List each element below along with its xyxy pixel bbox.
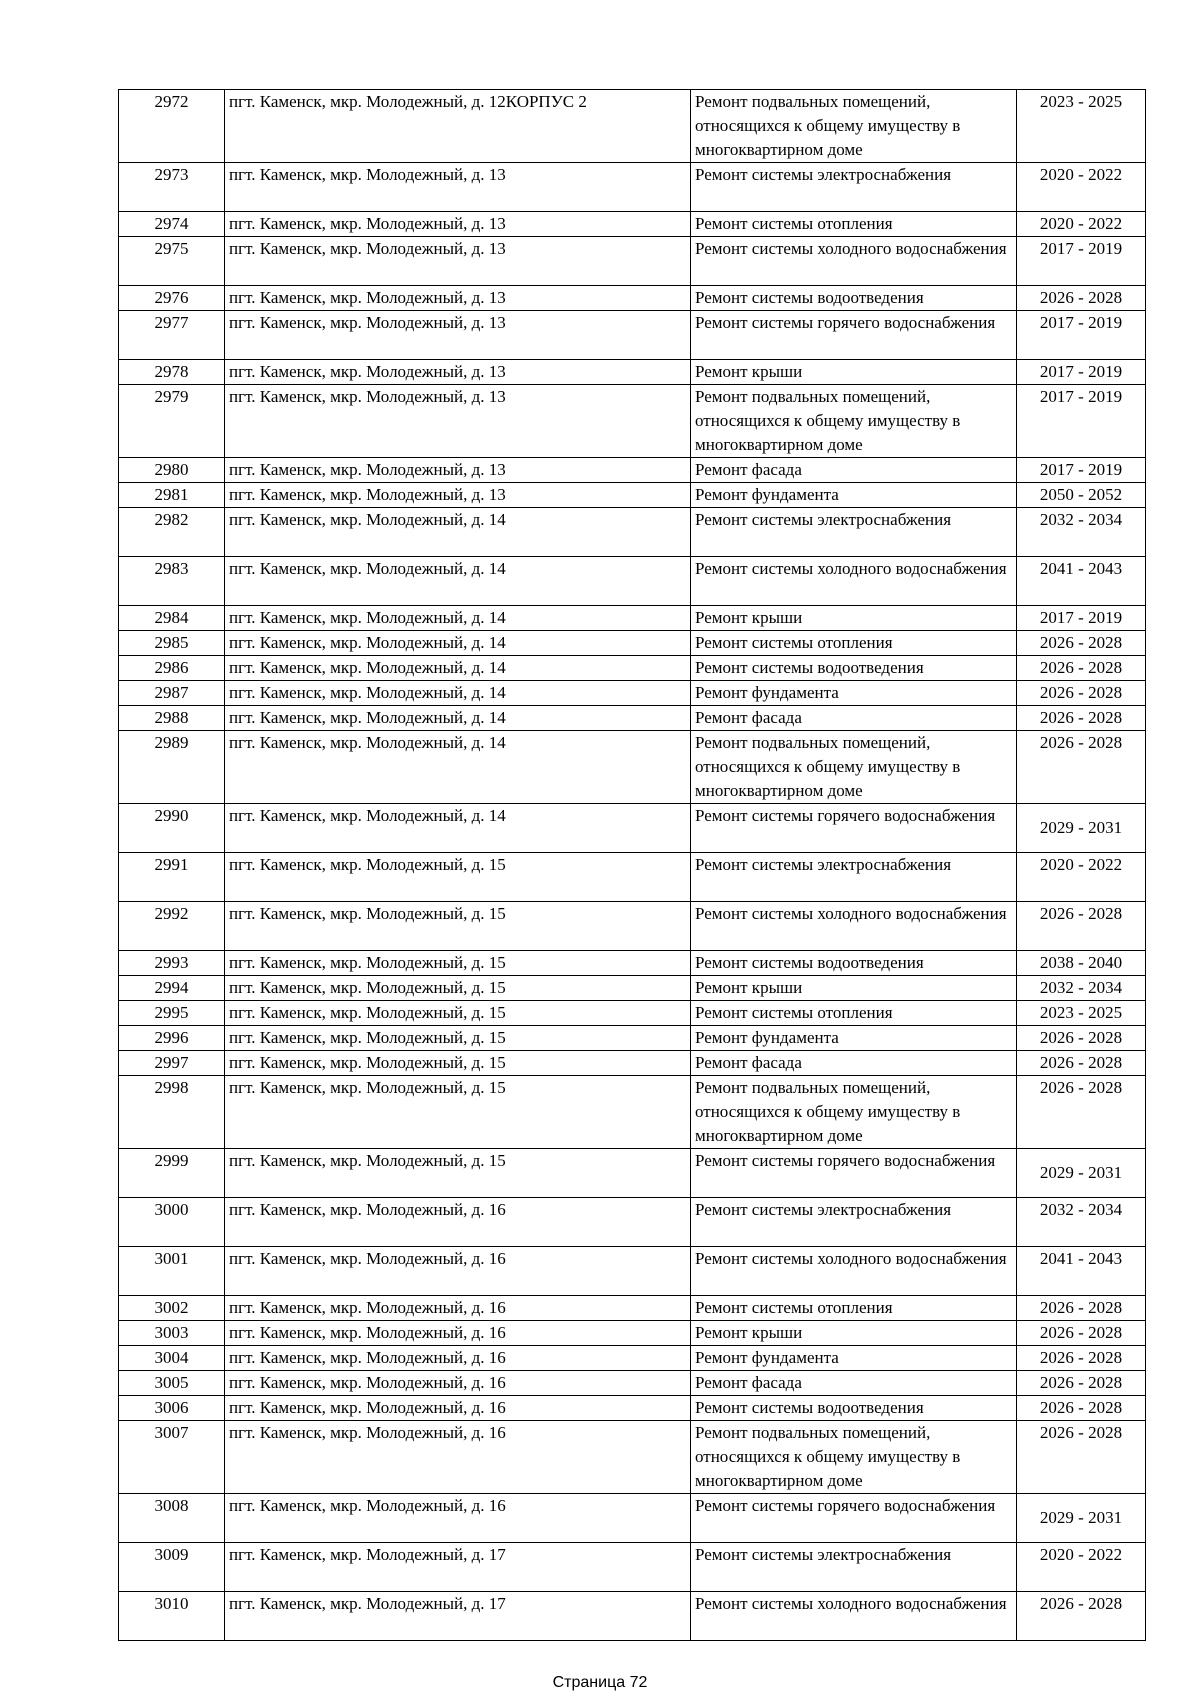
row-number-cell: 2972 <box>119 90 225 163</box>
table-row <box>119 902 1146 951</box>
table-row <box>119 1247 1146 1296</box>
table-row <box>119 483 1146 508</box>
row-number-cell: 3000 <box>119 1198 225 1247</box>
address-cell: пгт. Каменск, мкр. Молодежный, д. 13 <box>225 360 691 385</box>
period-cell: 2020 - 2022 <box>1017 853 1146 902</box>
period-cell: 2038 - 2040 <box>1017 951 1146 976</box>
address-cell: пгт. Каменск, мкр. Молодежный, д. 12КОРПУС 2 <box>225 90 691 163</box>
address-cell: пгт. Каменск, мкр. Молодежный, д. 16 <box>225 1421 691 1494</box>
table-row <box>119 1296 1146 1321</box>
period-cell: 2020 - 2022 <box>1017 163 1146 212</box>
address-cell: пгт. Каменск, мкр. Молодежный, д. 13 <box>225 286 691 311</box>
period-cell: 2020 - 2022 <box>1017 212 1146 237</box>
work-type-cell: Ремонт фундамента <box>691 1026 1017 1051</box>
row-number-cell: 2995 <box>119 1001 225 1026</box>
row-number-cell: 2987 <box>119 681 225 706</box>
work-type-cell: Ремонт системы холодного водоснабжения <box>691 557 1017 606</box>
period-cell: 2032 - 2034 <box>1017 508 1146 557</box>
work-type-cell: Ремонт системы электроснабжения <box>691 1198 1017 1247</box>
table-row <box>119 731 1146 804</box>
row-number-cell: 2992 <box>119 902 225 951</box>
address-cell: пгт. Каменск, мкр. Молодежный, д. 14 <box>225 508 691 557</box>
capital-repair-table <box>118 89 1146 1641</box>
period-cell: 2026 - 2028 <box>1017 706 1146 731</box>
address-cell: пгт. Каменск, мкр. Молодежный, д. 14 <box>225 681 691 706</box>
row-number-cell: 2975 <box>119 237 225 286</box>
row-number-cell: 3008 <box>119 1494 225 1543</box>
table-row <box>119 385 1146 458</box>
period-cell: 2017 - 2019 <box>1017 311 1146 360</box>
table-row <box>119 1198 1146 1247</box>
address-cell: пгт. Каменск, мкр. Молодежный, д. 13 <box>225 311 691 360</box>
address-cell: пгт. Каменск, мкр. Молодежный, д. 14 <box>225 557 691 606</box>
row-number-cell: 2979 <box>119 385 225 458</box>
row-number-cell: 3005 <box>119 1371 225 1396</box>
table-row <box>119 1076 1146 1149</box>
table-row <box>119 1371 1146 1396</box>
period-cell: 2050 - 2052 <box>1017 483 1146 508</box>
address-cell: пгт. Каменск, мкр. Молодежный, д. 16 <box>225 1346 691 1371</box>
row-number-cell: 2985 <box>119 631 225 656</box>
table-row <box>119 606 1146 631</box>
table-row <box>119 1001 1146 1026</box>
work-type-cell: Ремонт фундамента <box>691 681 1017 706</box>
table-row <box>119 804 1146 853</box>
row-number-cell: 2988 <box>119 706 225 731</box>
work-type-cell: Ремонт фундамента <box>691 1346 1017 1371</box>
work-type-cell: Ремонт системы горячего водоснабжения <box>691 1494 1017 1543</box>
address-cell: пгт. Каменск, мкр. Молодежный, д. 14 <box>225 631 691 656</box>
work-type-cell: Ремонт крыши <box>691 606 1017 631</box>
period-cell: 2026 - 2028 <box>1017 1321 1146 1346</box>
table-row <box>119 1592 1146 1641</box>
period-cell: 2023 - 2025 <box>1017 1001 1146 1026</box>
period-cell: 2029 - 2031 <box>1017 1494 1146 1543</box>
row-number-cell: 3006 <box>119 1396 225 1421</box>
table-row <box>119 237 1146 286</box>
work-type-cell: Ремонт системы отопления <box>691 631 1017 656</box>
work-type-cell: Ремонт крыши <box>691 976 1017 1001</box>
table-row <box>119 508 1146 557</box>
row-number-cell: 3002 <box>119 1296 225 1321</box>
period-cell: 2017 - 2019 <box>1017 360 1146 385</box>
row-number-cell: 3009 <box>119 1543 225 1592</box>
row-number-cell: 2989 <box>119 731 225 804</box>
row-number-cell: 2991 <box>119 853 225 902</box>
row-number-cell: 2974 <box>119 212 225 237</box>
table-row <box>119 311 1146 360</box>
address-cell: пгт. Каменск, мкр. Молодежный, д. 15 <box>225 1076 691 1149</box>
period-cell: 2026 - 2028 <box>1017 1296 1146 1321</box>
table-row <box>119 1149 1146 1198</box>
address-cell: пгт. Каменск, мкр. Молодежный, д. 14 <box>225 606 691 631</box>
work-type-cell: Ремонт системы горячего водоснабжения <box>691 1149 1017 1198</box>
period-cell: 2026 - 2028 <box>1017 1371 1146 1396</box>
row-number-cell: 2973 <box>119 163 225 212</box>
work-type-cell: Ремонт системы отопления <box>691 1001 1017 1026</box>
table-row <box>119 163 1146 212</box>
period-cell: 2026 - 2028 <box>1017 1346 1146 1371</box>
address-cell: пгт. Каменск, мкр. Молодежный, д. 16 <box>225 1371 691 1396</box>
period-cell: 2026 - 2028 <box>1017 1421 1146 1494</box>
address-cell: пгт. Каменск, мкр. Молодежный, д. 13 <box>225 212 691 237</box>
address-cell: пгт. Каменск, мкр. Молодежный, д. 17 <box>225 1592 691 1641</box>
address-cell: пгт. Каменск, мкр. Молодежный, д. 15 <box>225 951 691 976</box>
row-number-cell: 2977 <box>119 311 225 360</box>
row-number-cell: 2983 <box>119 557 225 606</box>
period-cell: 2026 - 2028 <box>1017 731 1146 804</box>
period-cell: 2026 - 2028 <box>1017 902 1146 951</box>
work-type-cell: Ремонт крыши <box>691 1321 1017 1346</box>
address-cell: пгт. Каменск, мкр. Молодежный, д. 13 <box>225 458 691 483</box>
work-type-cell: Ремонт крыши <box>691 360 1017 385</box>
row-number-cell: 2981 <box>119 483 225 508</box>
row-number-cell: 3007 <box>119 1421 225 1494</box>
work-type-cell: Ремонт системы отопления <box>691 212 1017 237</box>
row-number-cell: 2982 <box>119 508 225 557</box>
period-cell: 2029 - 2031 <box>1017 804 1146 853</box>
work-type-cell: Ремонт подвальных помещений, относящихся к общему имуществу в многоквартирном доме <box>691 1076 1017 1149</box>
row-number-cell: 3004 <box>119 1346 225 1371</box>
address-cell: пгт. Каменск, мкр. Молодежный, д. 15 <box>225 1001 691 1026</box>
period-cell: 2017 - 2019 <box>1017 606 1146 631</box>
work-type-cell: Ремонт системы холодного водоснабжения <box>691 237 1017 286</box>
row-number-cell: 2997 <box>119 1051 225 1076</box>
table-row <box>119 1543 1146 1592</box>
table-row <box>119 360 1146 385</box>
row-number-cell: 3003 <box>119 1321 225 1346</box>
row-number-cell: 3010 <box>119 1592 225 1641</box>
work-type-cell: Ремонт подвальных помещений, относящихся к общему имуществу в многоквартирном доме <box>691 731 1017 804</box>
period-cell: 2026 - 2028 <box>1017 1076 1146 1149</box>
page-number: Страница 72 <box>552 1674 648 1691</box>
work-type-cell: Ремонт системы холодного водоснабжения <box>691 1247 1017 1296</box>
row-number-cell: 2996 <box>119 1026 225 1051</box>
address-cell: пгт. Каменск, мкр. Молодежный, д. 15 <box>225 976 691 1001</box>
period-cell: 2017 - 2019 <box>1017 237 1146 286</box>
period-cell: 2026 - 2028 <box>1017 1051 1146 1076</box>
work-type-cell: Ремонт системы горячего водоснабжения <box>691 804 1017 853</box>
period-cell: 2017 - 2019 <box>1017 458 1146 483</box>
table-row <box>119 631 1146 656</box>
work-type-cell: Ремонт подвальных помещений, относящихся к общему имуществу в многоквартирном доме <box>691 385 1017 458</box>
row-number-cell: 2999 <box>119 1149 225 1198</box>
period-cell: 2041 - 2043 <box>1017 557 1146 606</box>
work-type-cell: Ремонт подвальных помещений, относящихся к общему имуществу в многоквартирном доме <box>691 1421 1017 1494</box>
table-row <box>119 706 1146 731</box>
row-number-cell: 2976 <box>119 286 225 311</box>
address-cell: пгт. Каменск, мкр. Молодежный, д. 14 <box>225 706 691 731</box>
period-cell: 2017 - 2019 <box>1017 385 1146 458</box>
address-cell: пгт. Каменск, мкр. Молодежный, д. 13 <box>225 483 691 508</box>
table-row <box>119 1494 1146 1543</box>
period-cell: 2023 - 2025 <box>1017 90 1146 163</box>
address-cell: пгт. Каменск, мкр. Молодежный, д. 15 <box>225 853 691 902</box>
table-row <box>119 656 1146 681</box>
address-cell: пгт. Каменск, мкр. Молодежный, д. 13 <box>225 237 691 286</box>
work-type-cell: Ремонт фасада <box>691 1051 1017 1076</box>
address-cell: пгт. Каменск, мкр. Молодежный, д. 16 <box>225 1321 691 1346</box>
work-type-cell: Ремонт фасада <box>691 1371 1017 1396</box>
work-type-cell: Ремонт системы отопления <box>691 1296 1017 1321</box>
row-number-cell: 2978 <box>119 360 225 385</box>
period-cell: 2041 - 2043 <box>1017 1247 1146 1296</box>
address-cell: пгт. Каменск, мкр. Молодежный, д. 14 <box>225 656 691 681</box>
table-row <box>119 1421 1146 1494</box>
table-row <box>119 90 1146 163</box>
table-body <box>119 90 1146 1641</box>
period-cell: 2026 - 2028 <box>1017 656 1146 681</box>
period-cell: 2032 - 2034 <box>1017 976 1146 1001</box>
row-number-cell: 3001 <box>119 1247 225 1296</box>
work-type-cell: Ремонт подвальных помещений, относящихся к общему имуществу в многоквартирном доме <box>691 90 1017 163</box>
period-cell: 2020 - 2022 <box>1017 1543 1146 1592</box>
table-row <box>119 1026 1146 1051</box>
work-type-cell: Ремонт системы холодного водоснабжения <box>691 902 1017 951</box>
period-cell: 2026 - 2028 <box>1017 1026 1146 1051</box>
work-type-cell: Ремонт системы электроснабжения <box>691 508 1017 557</box>
work-type-cell: Ремонт фундамента <box>691 483 1017 508</box>
period-cell: 2029 - 2031 <box>1017 1149 1146 1198</box>
table-row <box>119 681 1146 706</box>
period-cell: 2026 - 2028 <box>1017 1592 1146 1641</box>
address-cell: пгт. Каменск, мкр. Молодежный, д. 15 <box>225 1149 691 1198</box>
work-type-cell: Ремонт системы водоотведения <box>691 951 1017 976</box>
address-cell: пгт. Каменск, мкр. Молодежный, д. 17 <box>225 1543 691 1592</box>
work-type-cell: Ремонт системы холодного водоснабжения <box>691 1592 1017 1641</box>
table-row <box>119 212 1146 237</box>
row-number-cell: 2990 <box>119 804 225 853</box>
row-number-cell: 2986 <box>119 656 225 681</box>
address-cell: пгт. Каменск, мкр. Молодежный, д. 16 <box>225 1296 691 1321</box>
period-cell: 2032 - 2034 <box>1017 1198 1146 1247</box>
table-row <box>119 1396 1146 1421</box>
address-cell: пгт. Каменск, мкр. Молодежный, д. 16 <box>225 1396 691 1421</box>
table-row <box>119 286 1146 311</box>
work-type-cell: Ремонт системы водоотведения <box>691 1396 1017 1421</box>
table-row <box>119 976 1146 1001</box>
row-number-cell: 2980 <box>119 458 225 483</box>
address-cell: пгт. Каменск, мкр. Молодежный, д. 15 <box>225 1026 691 1051</box>
work-type-cell: Ремонт системы электроснабжения <box>691 1543 1017 1592</box>
table-row <box>119 1346 1146 1371</box>
address-cell: пгт. Каменск, мкр. Молодежный, д. 14 <box>225 804 691 853</box>
row-number-cell: 2984 <box>119 606 225 631</box>
work-type-cell: Ремонт фасада <box>691 458 1017 483</box>
work-type-cell: Ремонт системы электроснабжения <box>691 853 1017 902</box>
period-cell: 2026 - 2028 <box>1017 631 1146 656</box>
address-cell: пгт. Каменск, мкр. Молодежный, д. 16 <box>225 1247 691 1296</box>
period-cell: 2026 - 2028 <box>1017 286 1146 311</box>
row-number-cell: 2994 <box>119 976 225 1001</box>
address-cell: пгт. Каменск, мкр. Молодежный, д. 13 <box>225 163 691 212</box>
address-cell: пгт. Каменск, мкр. Молодежный, д. 14 <box>225 731 691 804</box>
address-cell: пгт. Каменск, мкр. Молодежный, д. 13 <box>225 385 691 458</box>
table-row <box>119 1051 1146 1076</box>
table-row <box>119 951 1146 976</box>
table-row <box>119 557 1146 606</box>
work-type-cell: Ремонт системы электроснабжения <box>691 163 1017 212</box>
table-row <box>119 853 1146 902</box>
period-cell: 2026 - 2028 <box>1017 1396 1146 1421</box>
address-cell: пгт. Каменск, мкр. Молодежный, д. 15 <box>225 902 691 951</box>
work-type-cell: Ремонт системы водоотведения <box>691 286 1017 311</box>
address-cell: пгт. Каменск, мкр. Молодежный, д. 15 <box>225 1051 691 1076</box>
work-type-cell: Ремонт системы водоотведения <box>691 656 1017 681</box>
row-number-cell: 2998 <box>119 1076 225 1149</box>
address-cell: пгт. Каменск, мкр. Молодежный, д. 16 <box>225 1198 691 1247</box>
address-cell: пгт. Каменск, мкр. Молодежный, д. 16 <box>225 1494 691 1543</box>
work-type-cell: Ремонт системы горячего водоснабжения <box>691 311 1017 360</box>
table-row <box>119 1321 1146 1346</box>
period-cell: 2026 - 2028 <box>1017 681 1146 706</box>
work-type-cell: Ремонт фасада <box>691 706 1017 731</box>
table-row <box>119 458 1146 483</box>
row-number-cell: 2993 <box>119 951 225 976</box>
